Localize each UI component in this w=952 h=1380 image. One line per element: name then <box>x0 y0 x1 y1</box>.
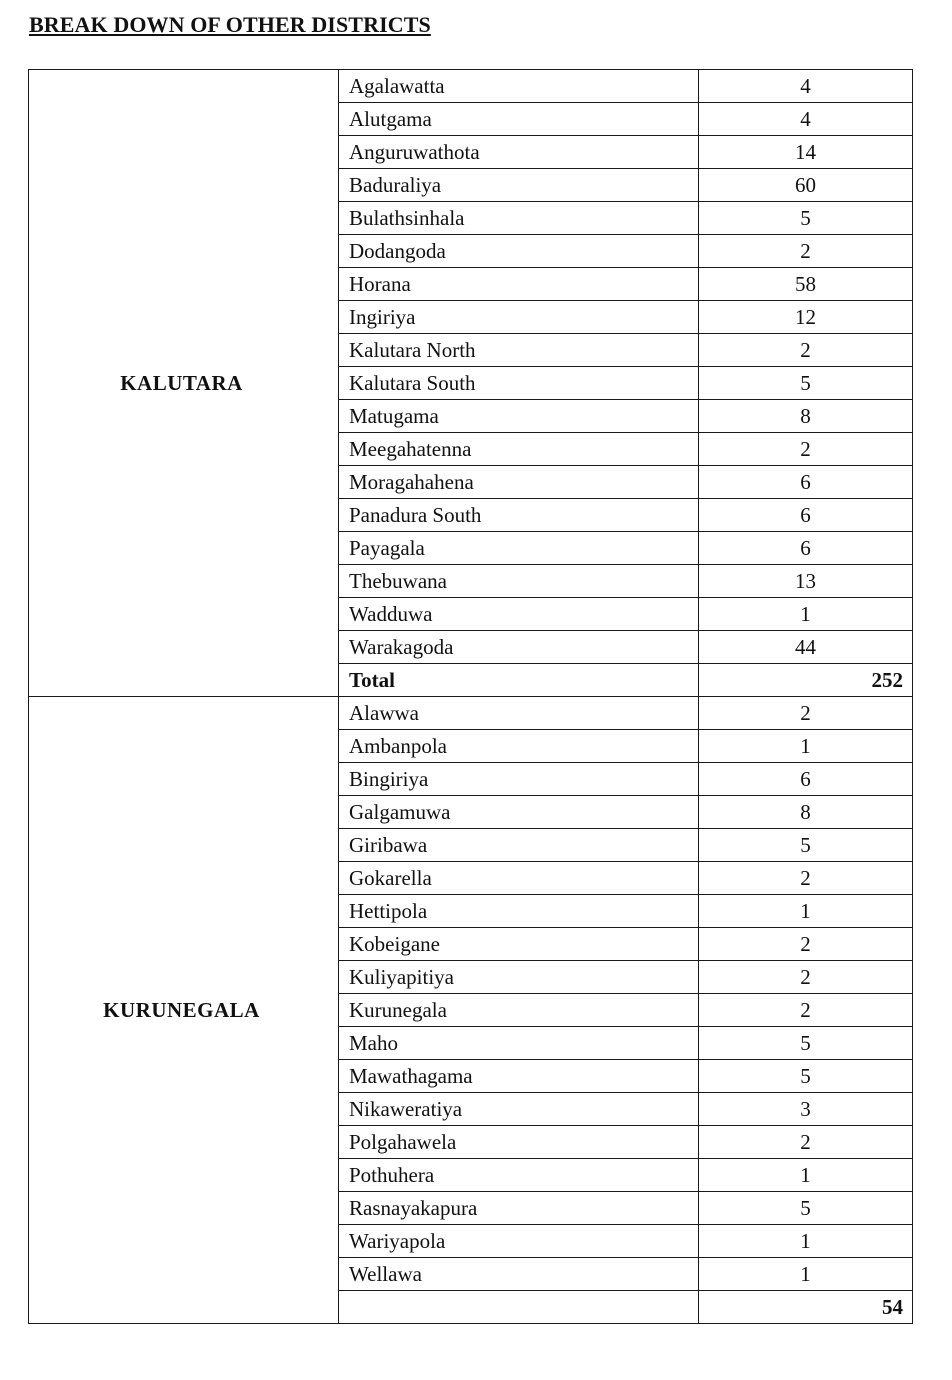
district-name: KURUNEGALA <box>103 997 260 1022</box>
area-name: Kuliyapitiya <box>339 961 699 994</box>
area-count: 2 <box>699 1126 913 1159</box>
area-count: 4 <box>699 103 913 136</box>
area-name: Ingiriya <box>339 301 699 334</box>
area-count: 5 <box>699 1060 913 1093</box>
total-value: 252 <box>699 664 913 697</box>
area-count: 2 <box>699 334 913 367</box>
district-name-cell <box>29 697 339 1324</box>
area-count: 6 <box>699 532 913 565</box>
district-breakdown-table <box>28 69 913 1324</box>
area-count: 2 <box>699 697 913 730</box>
table-body <box>29 70 913 1324</box>
total-label <box>339 1291 699 1324</box>
area-name: Nikaweratiya <box>339 1093 699 1126</box>
area-name: Ambanpola <box>339 730 699 763</box>
area-count: 6 <box>699 499 913 532</box>
area-name: Moragahahena <box>339 466 699 499</box>
area-name: Pothuhera <box>339 1159 699 1192</box>
area-count: 44 <box>699 631 913 664</box>
area-count: 1 <box>699 895 913 928</box>
area-name: Rasnayakapura <box>339 1192 699 1225</box>
table-row <box>29 697 913 730</box>
area-count: 8 <box>699 796 913 829</box>
area-count: 5 <box>699 1192 913 1225</box>
area-name: Kobeigane <box>339 928 699 961</box>
area-name: Wellawa <box>339 1258 699 1291</box>
area-name: Hettipola <box>339 895 699 928</box>
area-name: Gokarella <box>339 862 699 895</box>
area-name: Meegahatenna <box>339 433 699 466</box>
area-count: 60 <box>699 169 913 202</box>
area-count: 2 <box>699 961 913 994</box>
area-name: Matugama <box>339 400 699 433</box>
area-count: 14 <box>699 136 913 169</box>
area-count: 12 <box>699 301 913 334</box>
district-name-cell <box>29 70 339 697</box>
area-name: Payagala <box>339 532 699 565</box>
area-count: 3 <box>699 1093 913 1126</box>
area-count: 1 <box>699 1225 913 1258</box>
area-name: Kalutara North <box>339 334 699 367</box>
area-count: 2 <box>699 994 913 1027</box>
page-title: BREAK DOWN OF OTHER DISTRICTS <box>29 12 431 37</box>
area-name: Wariyapola <box>339 1225 699 1258</box>
area-count: 4 <box>699 70 913 103</box>
area-name: Polgahawela <box>339 1126 699 1159</box>
total-label: Total <box>339 664 699 697</box>
area-name: Horana <box>339 268 699 301</box>
table-row <box>29 70 913 103</box>
area-count: 6 <box>699 763 913 796</box>
area-count: 5 <box>699 1027 913 1060</box>
area-count: 1 <box>699 730 913 763</box>
area-name: Bingiriya <box>339 763 699 796</box>
district-name: KALUTARA <box>120 370 243 395</box>
area-name: Kurunegala <box>339 994 699 1027</box>
area-name: Kalutara South <box>339 367 699 400</box>
area-count: 5 <box>699 829 913 862</box>
area-name: Baduraliya <box>339 169 699 202</box>
area-name: Dodangoda <box>339 235 699 268</box>
area-count: 6 <box>699 466 913 499</box>
area-name: Alawwa <box>339 697 699 730</box>
area-name: Bulathsinhala <box>339 202 699 235</box>
area-count: 2 <box>699 862 913 895</box>
area-count: 13 <box>699 565 913 598</box>
total-value: 54 <box>699 1291 913 1324</box>
area-count: 2 <box>699 433 913 466</box>
area-name: Agalawatta <box>339 70 699 103</box>
area-count: 5 <box>699 202 913 235</box>
area-name: Maho <box>339 1027 699 1060</box>
area-count: 1 <box>699 1159 913 1192</box>
area-count: 1 <box>699 598 913 631</box>
area-name: Wadduwa <box>339 598 699 631</box>
area-count: 5 <box>699 367 913 400</box>
area-count: 2 <box>699 928 913 961</box>
area-count: 1 <box>699 1258 913 1291</box>
area-count: 2 <box>699 235 913 268</box>
area-count: 8 <box>699 400 913 433</box>
area-count: 58 <box>699 268 913 301</box>
area-name: Mawathagama <box>339 1060 699 1093</box>
area-name: Anguruwathota <box>339 136 699 169</box>
area-name: Galgamuwa <box>339 796 699 829</box>
area-name: Alutgama <box>339 103 699 136</box>
area-name: Thebuwana <box>339 565 699 598</box>
area-name: Panadura South <box>339 499 699 532</box>
area-name: Giribawa <box>339 829 699 862</box>
area-name: Warakagoda <box>339 631 699 664</box>
